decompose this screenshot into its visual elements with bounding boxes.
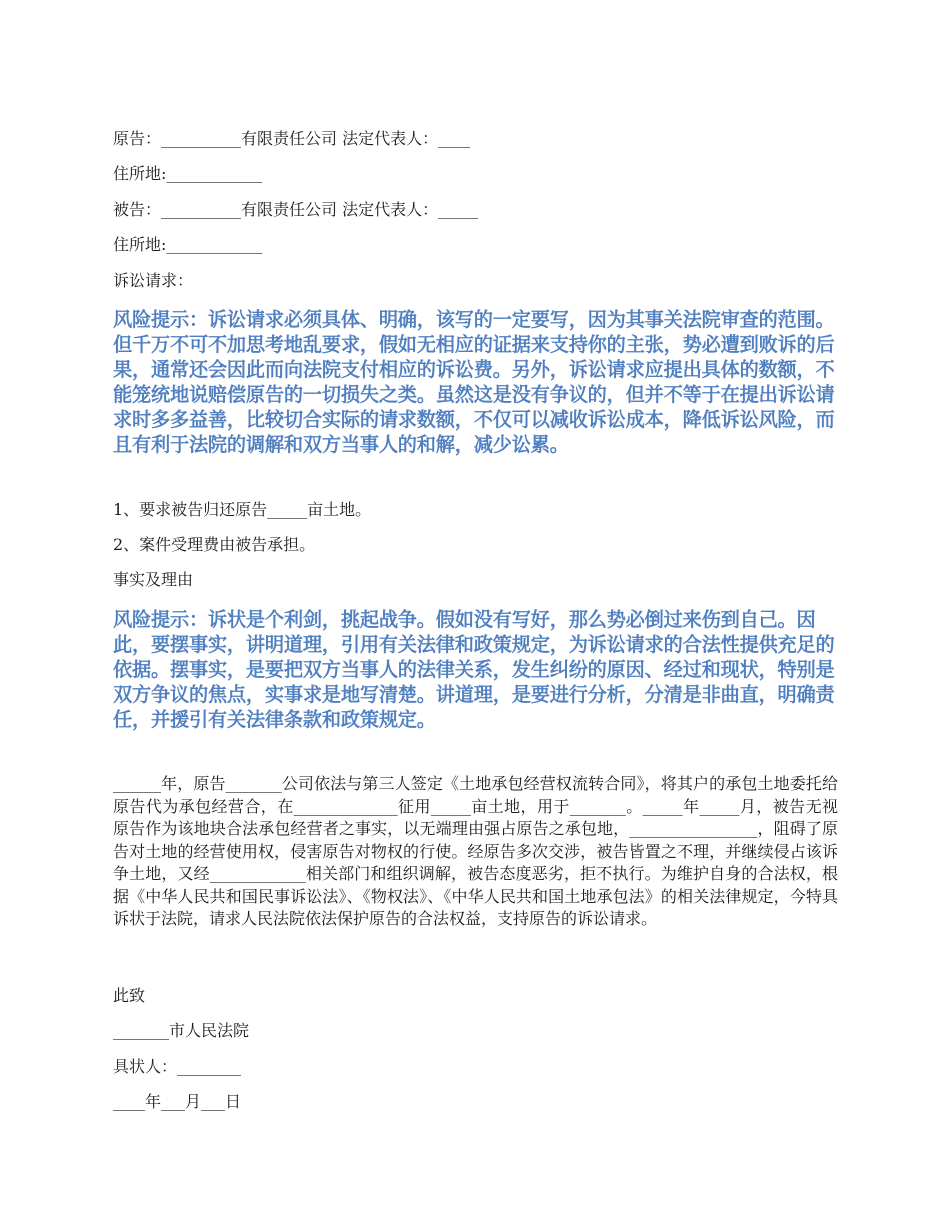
- claims-risk-tip: 风险提示：诉讼请求必须具体、明确，该写的一定要写，因为其事关法院审查的范围。但千万不可不加思考地乱要求，假如无相应的证据来支持你的主张，势必遭到败诉的后果，通常还会因此而向法院支付相应的诉讼费。另外，诉讼请求应提出具体的数额，不能笼统地说赔偿原告的一切损失之类。虽然这是没有争议的，但并不等于在提出诉讼请求时多多益善，比较切合实际的请求数额，不仅可以减收诉讼成本，降低诉讼风险，而且有利于法院的调解和双方当事人的和解，减少讼累。: [113, 308, 835, 456]
- facts-body-paragraph: ______年，原告_______公司依法与第三人签定《土地承包经营权流转合同》，将其户的承包土地委托给原告代为承包经营合，在_____________征用_____亩土地，用于_______。_____年_____月，被告无视原告作为该地块合法承包经营者之事实，以无端理由强占原告之承包地，________________，阻碍了原告对土地的经营使用权，侵害原告对物权的行使。经原告多次交涉，被告皆置之不理，并继续侵占该诉争土地，又经____________相关部门和组织调解，被告态度恶劣，拒不执行。为维护自身的合法权，根据《中华人民共和国民事诉讼法》、《物权法》、《中华人民共和国土地承包法》的相关法律规定，今特具诉状于法院，请求人民法院依法保护原告的合法权益，支持原告的诉讼请求。: [113, 774, 838, 928]
- claims-heading: 诉讼请求：: [113, 271, 194, 290]
- facts-heading: 事实及理由: [113, 570, 194, 589]
- defendant-address-line: 住所地:____________: [113, 235, 263, 254]
- defendant-line: 被告：__________有限责任公司 法定代表人：_____: [113, 200, 479, 219]
- facts-risk-tip: 风险提示：诉状是个利剑，挑起战争。假如没有写好，那么势必倒过来伤到自己。因此，要摆事实，讲明道理，引用有关法律和政策规定，为诉讼请求的合法性提供充足的依据。摆事实，是要把双方当事人的法律关系，发生纠纷的原因、经过和现状，特别是双方争议的焦点，实事求是地写清楚。讲道理，是要进行分析，分清是非曲直，明确责任，并援引有关法律条款和政策规定。: [113, 608, 835, 731]
- claim-item-1: 1、要求被告归还原告_____亩土地。: [113, 500, 372, 519]
- plaintiff-address-line: 住所地:____________: [113, 164, 263, 183]
- court-line: _______市人民法院: [113, 1021, 250, 1040]
- signer-line: 具状人：________: [113, 1057, 242, 1076]
- plaintiff-line: 原告：__________有限责任公司 法定代表人：____: [113, 129, 471, 148]
- salutation: 此致: [113, 986, 146, 1005]
- claim-item-2: 2、案件受理费由被告承担。: [113, 535, 316, 554]
- date-line: ____年___月___日: [113, 1092, 242, 1111]
